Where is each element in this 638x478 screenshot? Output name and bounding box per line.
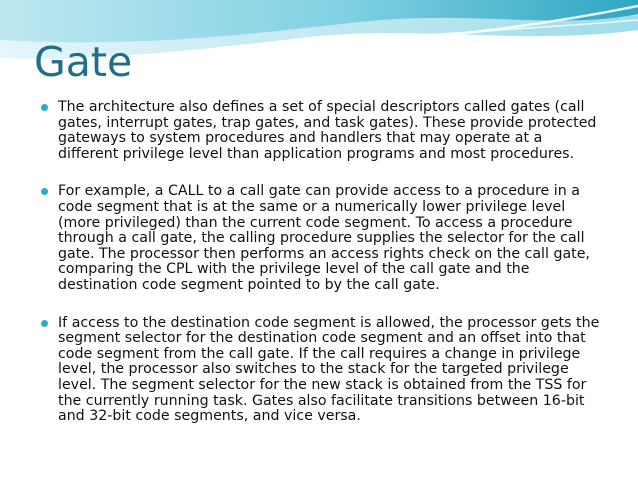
slide-title: Gate — [34, 38, 133, 86]
bullet-dot-icon — [41, 320, 48, 327]
bullet-item-2 — [40, 184, 602, 293]
bullet-item-1 — [40, 100, 602, 162]
bullet-text: The architecture also defines a set of special descriptors called gates (call gates, interrupt gates, trap gates, and task gates). These provide protected gateways to system procedures and handlers that may operate at a different privilege level than application programs and most procedures. — [58, 99, 597, 162]
bullet-list — [40, 100, 602, 447]
bullet-dot-icon — [41, 188, 48, 195]
bullet-text: For example, a CALL to a call gate can provide access to a procedure in a code segment that is at the same or a numerically lower privilege level (more privileged) than the current code segment. To access a procedure through a call gate, the calling procedure supplies the selector for the call gate. The processor then performs an access rights check on the call gate, comparing the CPL with the privilege level of the call gate and the destination code segment pointed to by the call gate. — [58, 183, 590, 293]
bullet-dot-icon — [41, 104, 48, 111]
bullet-item-3 — [40, 316, 602, 425]
bullet-text: If access to the destination code segment is allowed, the processor gets the segment selector for the destination code segment and an offset into that code segment from the call gate. If the call requires a change in privilege level, the processor also switches to the stack for the targeted privilege level. The segment selector for the new stack is obtained from the TSS for the currently running task. Gates also facilitate transitions between 16-bit and 32-bit code segments, and vice versa. — [58, 314, 600, 425]
